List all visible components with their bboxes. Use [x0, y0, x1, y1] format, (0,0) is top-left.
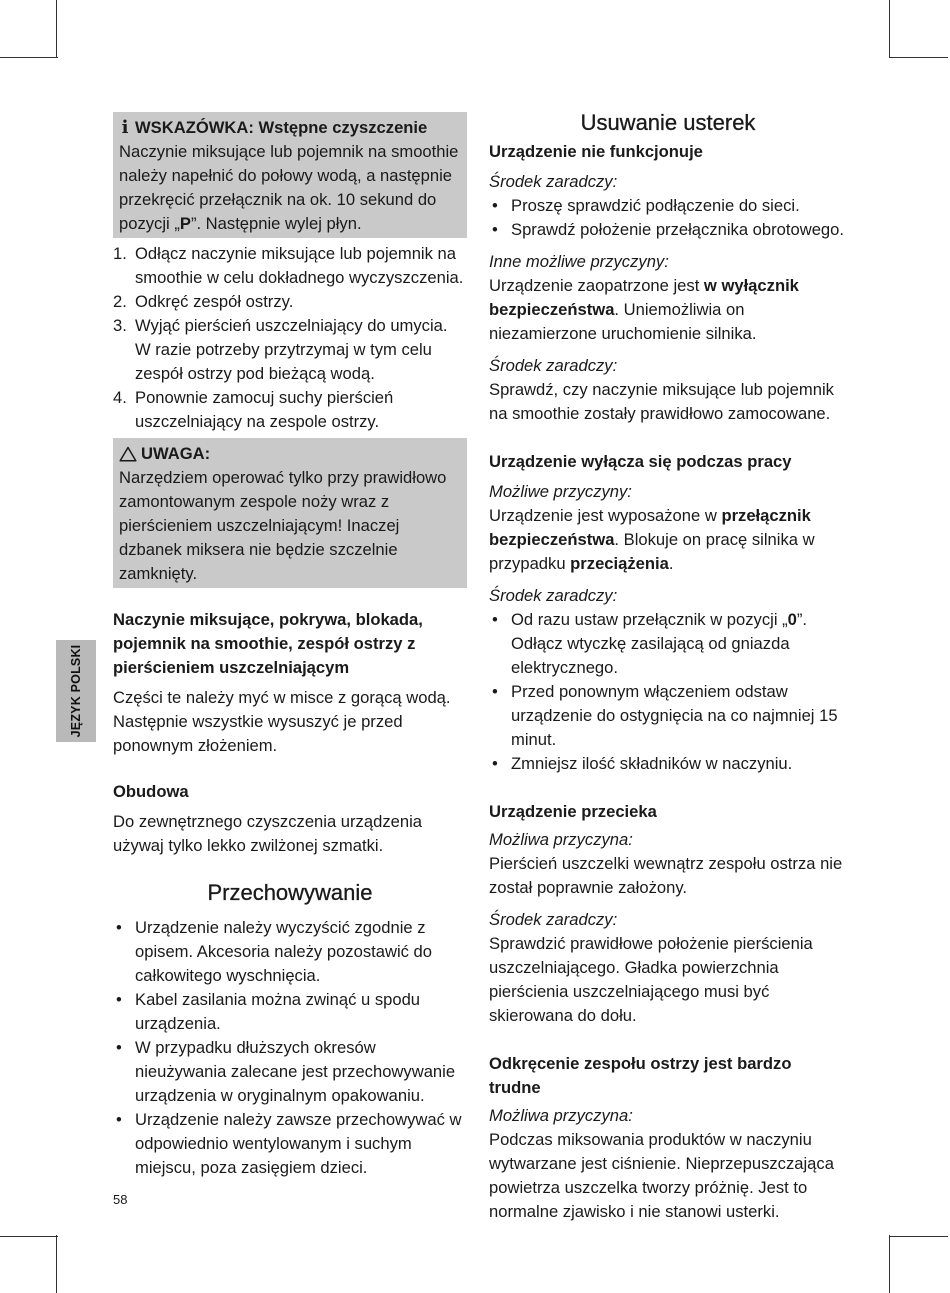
list-item — [113, 242, 467, 290]
list-item-text: W przypadku dłuższych okresów nieużywania zalecane jest przechowywanie urządzenia w oryginalnym opakowaniu. — [135, 1038, 456, 1105]
remedy-label: Środek zaradczy: — [489, 910, 618, 929]
list-item: • Zmniejsz ilość składników w naczyniu. — [492, 754, 793, 773]
step-text: Odkręć zespół ostrzy. — [135, 292, 294, 311]
section-heading: Urządzenie wyłącza się podczas pracy — [489, 452, 792, 471]
step-text: Ponownie zamocuj suchy pierścień uszczelniający na zespole ostrzy. — [135, 388, 394, 431]
cleaning-steps — [113, 242, 467, 434]
info-icon: i — [121, 117, 129, 138]
list-item: • Przed ponownym włączeniem odstaw urządzenie do ostygnięcia na co najmniej 15 minut. — [492, 682, 838, 749]
warning-triangle-icon — [119, 446, 137, 462]
tip-box — [113, 112, 467, 238]
tip-text-part: ”. Następnie wylej płyn. — [190, 214, 362, 233]
cause-text: Podczas miksowania produktów w naczyniu wytwarzane jest ciśnienie. Nieprzepuszczająca powietrza uszczelka tworzy próżnię. Jest to normalne zjawisko i nie stanowi usterki. — [489, 1130, 834, 1221]
cause-text: Pierścień uszczelki wewnątrz zespołu ostrza nie został poprawnie założony. — [489, 854, 843, 897]
language-side-tab — [56, 640, 96, 742]
cause-label: Możliwe przyczyny: — [489, 482, 632, 501]
list-item-text: Proszę sprawdzić podłączenie do sieci. — [511, 196, 800, 215]
tip-title — [119, 116, 461, 140]
crop-mark — [56, 1235, 57, 1293]
remedy-list — [489, 608, 847, 776]
housing-heading: Obudowa — [113, 782, 189, 801]
list-item: • Urządzenie należy wyczyścić zgodnie z opisem. Akcesoria należy pozostawić do całkowitego wyschnięcia. — [116, 918, 432, 985]
list-item: • Sprawdź położenie przełącznika obrotowego. — [492, 220, 844, 239]
step-number: 3. — [113, 316, 127, 335]
left-column — [113, 112, 467, 1180]
crop-mark — [890, 57, 948, 58]
remedy-text: Sprawdź, czy naczynie miksujące lub pojemnik na smoothie zostały prawidłowo zamocowane. — [489, 380, 834, 423]
troubleshooting-title: Usuwanie usterek — [580, 110, 756, 135]
list-item-text: Kabel zasilania można zwinąć u spodu urządzenia. — [135, 990, 421, 1033]
text-bold: w wyłącznik bezpieczeństwa — [489, 276, 799, 319]
storage-list — [113, 916, 467, 1180]
list-item-text: Urządzenie należy zawsze przechowywać w odpowiednio wentylowanym i suchym miejscu, poza zasięgiem dzieci. — [135, 1110, 462, 1177]
housing-text: Do zewnętrznego czyszczenia urządzenia używaj tylko lekko zwilżonej szmatki. — [113, 812, 422, 855]
tip-text-part: Naczynie miksujące lub pojemnik na smoothie należy napełnić do połowy wodą, a następnie przekręcić przełącznik na ok. 10 sekund do pozycji „ — [119, 142, 459, 233]
list-item: • W przypadku dłuższych okresów nieużywania zalecane jest przechowywanie urządzenia w oryginalnym opakowaniu. — [116, 1038, 456, 1105]
list-item-text: Zmniejsz ilość składników w naczyniu. — [511, 754, 793, 773]
text-part: Urządzenie zaopatrzone jest — [489, 276, 704, 295]
remedy-label: Środek zaradczy: — [489, 586, 618, 605]
warning-title-text: UWAGA: — [141, 444, 211, 463]
text-part: . — [668, 554, 674, 573]
remedy-text: Sprawdzić prawidłowe położenie pierścienia uszczelniającego. Gładka powierzchnia pierścienia uszczelniającego musi być skierowana do dołu. — [489, 934, 813, 1025]
section-heading: Urządzenie przecieka — [489, 802, 657, 821]
cause-text — [489, 504, 847, 576]
cause-label: Możliwa przyczyna: — [489, 1106, 633, 1125]
step-text: Odłącz naczynie miksujące lub pojemnik na smoothie w celu dokładnego wyczyszczenia. — [135, 244, 464, 287]
list-item — [113, 314, 467, 386]
list-item-text: Sprawdź położenie przełącznika obrotowego. — [511, 220, 844, 239]
text-bold: 0 — [787, 610, 797, 629]
step-text: Wyjąć pierścień uszczelniający do umycia. W razie potrzeby przytrzymaj w tym celu zespół ostrzy pod bieżącą wodą. — [135, 316, 448, 383]
list-item-text: Urządzenie należy wyczyścić zgodnie z opisem. Akcesoria należy pozostawić do całkowitego wyschnięcia. — [135, 918, 432, 985]
list-item: • Kabel zasilania można zwinąć u spodu urządzenia. — [116, 990, 421, 1033]
warning-text: Narzędziem operować tylko przy prawidłowo zamontowanym zespole noży wraz z pierścieniem uszczelniającym! Inaczej dzbanek miksera nie będzie szczelnie zamknięty. — [119, 468, 447, 583]
warning-title — [119, 442, 461, 466]
cause-label: Inne możliwe przyczyny: — [489, 252, 669, 271]
cause-text — [489, 274, 847, 346]
remedy-label: Środek zaradczy: — [489, 172, 618, 191]
list-item-text: Od razu ustaw przełącznik w pozycji „ — [511, 610, 788, 629]
language-tab-label: JĘZYK POLSKI — [69, 644, 83, 738]
tip-text — [119, 140, 461, 236]
storage-title: Przechowywanie — [207, 880, 373, 905]
step-number: 1. — [113, 244, 127, 263]
section-heading: Urządzenie nie funkcjonuje — [489, 142, 703, 161]
warning-box — [113, 438, 467, 588]
text-bold: przełącznik bezpieczeństwa — [489, 506, 811, 549]
list-item-text: Przed ponownym włączeniem odstaw urządzenie do ostygnięcia na co najmniej 15 minut. — [511, 682, 838, 749]
list-item — [113, 386, 467, 434]
list-item: • Proszę sprawdzić podłączenie do sieci. — [492, 196, 800, 215]
list-item: • Urządzenie należy zawsze przechowywać w odpowiednio wentylowanym i suchym miejscu, poza zasięgiem dzieci. — [116, 1110, 462, 1177]
tip-title-text: WSKAZÓWKA: Wstępne czyszczenie — [135, 118, 428, 137]
remedy-label: Środek zaradczy: — [489, 356, 618, 375]
crop-mark — [0, 57, 58, 58]
list-item: • Od razu ustaw przełącznik w pozycji „0”. Odłącz wtyczkę zasilającą od gniazda elektrycznego. — [492, 610, 808, 677]
text-part: Urządzenie jest wyposażone w — [489, 506, 722, 525]
crop-mark — [0, 1236, 58, 1237]
crop-mark — [56, 0, 57, 58]
tip-text-bold: P — [179, 214, 191, 233]
remedy-list — [489, 194, 847, 242]
list-item-text: ”. Odłącz wtyczkę zasilającą od gniazda elektrycznego. — [511, 610, 808, 677]
step-number: 2. — [113, 292, 127, 311]
cause-label: Możliwa przyczyna: — [489, 830, 633, 849]
crop-mark — [890, 1236, 948, 1237]
crop-mark — [889, 1235, 890, 1293]
text-bold: przeciążenia — [570, 554, 669, 573]
parts-text: Części te należy myć w misce z gorącą wodą. Następnie wszystkie wysuszyć je przed ponownym złożeniem. — [113, 688, 451, 755]
text-part: . Blokuje on pracę silnika w przypadku — [489, 530, 815, 573]
text-part: . Uniemożliwia on niezamierzone uruchomienie silnika. — [489, 300, 757, 343]
right-column — [489, 112, 847, 1224]
section-heading: Odkręcenie zespołu ostrzy jest bardzo trudne — [489, 1054, 792, 1097]
page-number: 58 — [113, 1192, 128, 1207]
crop-mark — [889, 0, 890, 58]
list-item — [113, 290, 467, 314]
step-number: 4. — [113, 388, 127, 407]
parts-heading: Naczynie miksujące, pokrywa, blokada, pojemnik na smoothie, zespół ostrzy z pierścieniem uszczelniającym — [113, 610, 423, 677]
